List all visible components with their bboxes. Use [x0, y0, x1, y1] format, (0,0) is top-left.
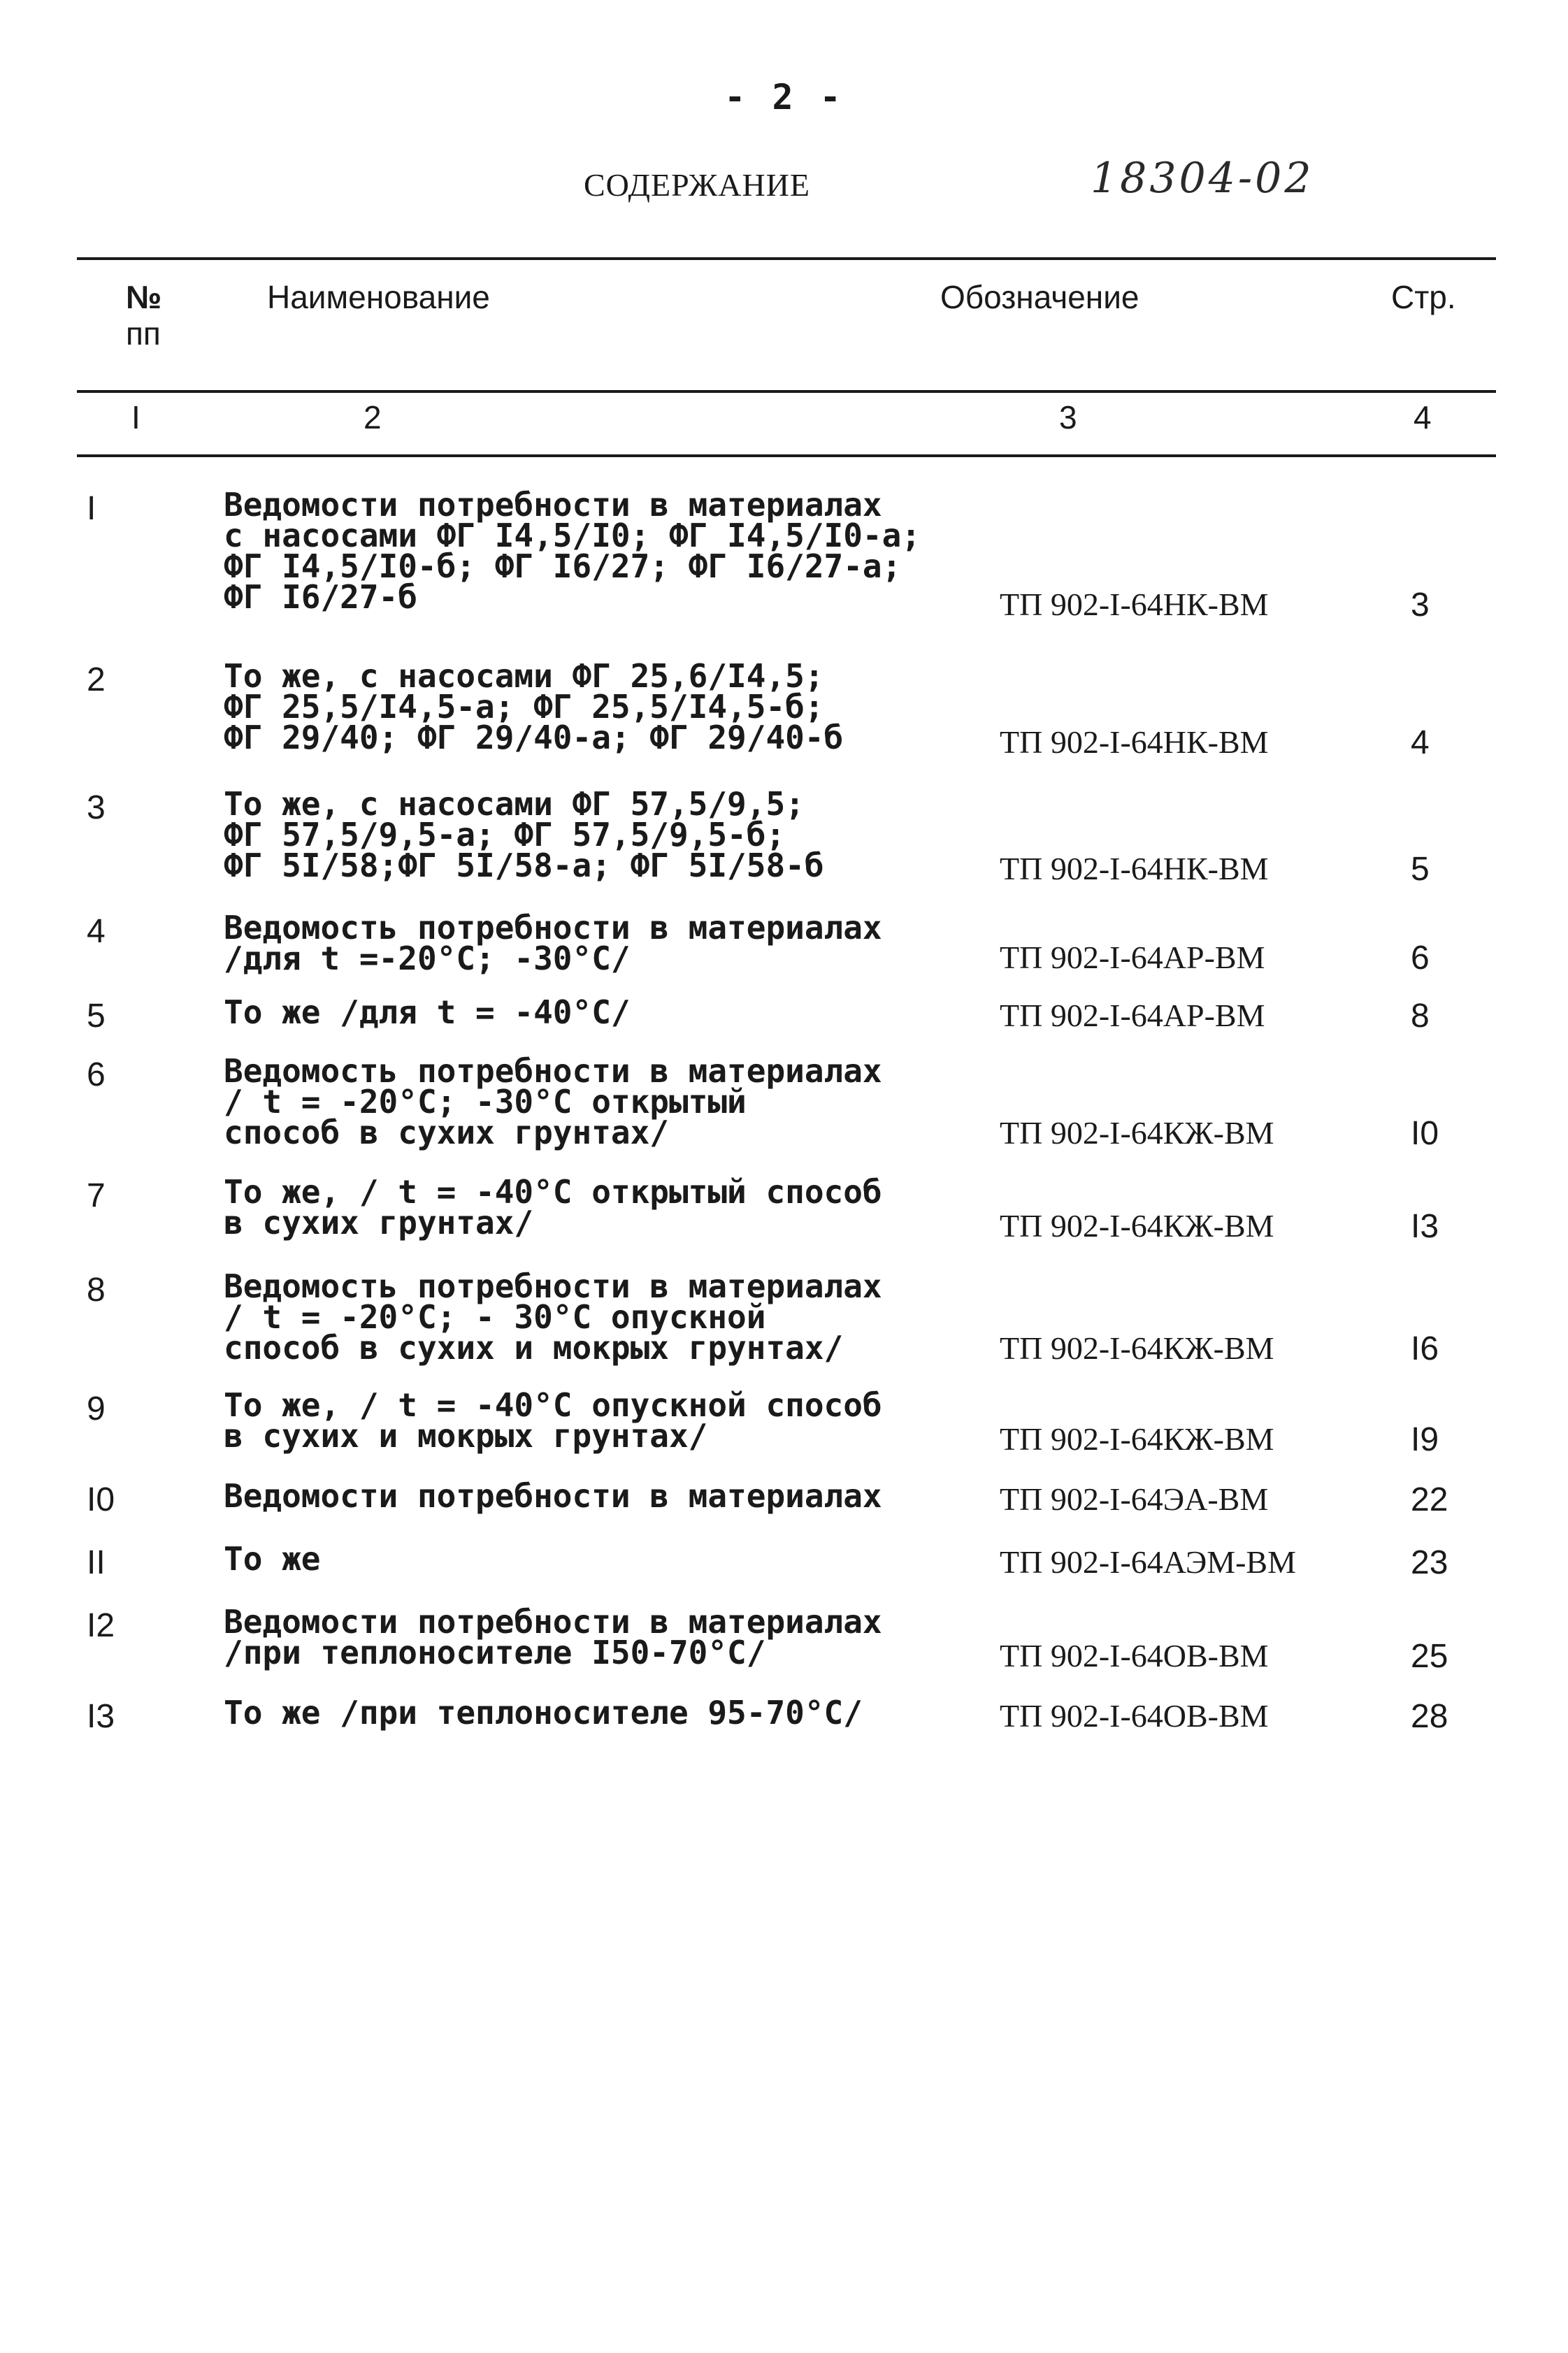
row-designation: ТП 902-I-64НК-ВМ [1000, 724, 1269, 760]
row-number: I0 [87, 1481, 115, 1518]
row-name: То же /при теплоносителе 95-70°С/ [224, 1694, 863, 1732]
row-designation: ТП 902-I-64КЖ-ВМ [1000, 1330, 1274, 1366]
row-designation: ТП 902-I-64НК-ВМ [1000, 851, 1269, 886]
header-top-rule [77, 257, 1496, 260]
row-name: Ведомость потребности в материалах / t = -20°С; - 30°С опускной способ в сухих и мокрых грунтах/ [224, 1267, 882, 1367]
handwritten-archive-number: 18304-02 [1091, 154, 1314, 203]
row-number: I [87, 490, 96, 527]
row-designation: ТП 902-I-64АР-ВМ [1000, 998, 1265, 1033]
row-designation: ТП 902-I-64НК-ВМ [1000, 587, 1269, 622]
row-number: 7 [87, 1177, 106, 1214]
row-designation: ТП 902-I-64АР-ВМ [1000, 940, 1265, 975]
header-name: Наименование [267, 279, 490, 315]
row-page: I9 [1411, 1421, 1439, 1458]
row-name: Ведомости потребности в материалах [224, 1477, 882, 1515]
row-page: 22 [1411, 1481, 1448, 1518]
row-designation: ТП 902-I-64ЭА-ВМ [1000, 1481, 1269, 1517]
row-page: 5 [1411, 851, 1430, 888]
document-title: СОДЕРЖАНИЕ [584, 167, 811, 203]
row-name: То же, / t = -40°С опускной способ в сухих и мокрых грунтах/ [224, 1386, 882, 1455]
row-page: I3 [1411, 1208, 1439, 1245]
row-name: Ведомости потребности в материалах с насосами ФГ I4,5/I0; ФГ I4,5/I0-а; ФГ I4,5/I0-б; ФГ I6/27; ФГ I6/27-а; ФГ I6/27-б [224, 486, 921, 616]
row-number: 5 [87, 998, 106, 1035]
row-name: То же /для t = -40°С/ [224, 993, 631, 1031]
row-number: I3 [87, 1698, 115, 1735]
row-designation: ТП 902-I-64КЖ-ВМ [1000, 1208, 1274, 1244]
row-number: 9 [87, 1390, 106, 1427]
row-page: 3 [1411, 587, 1430, 624]
column-number-2: 2 [364, 399, 382, 436]
row-page: 4 [1411, 724, 1430, 761]
row-number: I2 [87, 1607, 115, 1644]
row-page: 28 [1411, 1698, 1448, 1735]
row-page: 8 [1411, 998, 1430, 1035]
row-designation: ТП 902-I-64КЖ-ВМ [1000, 1421, 1274, 1457]
row-designation: ТП 902-I-64ОВ-ВМ [1000, 1698, 1269, 1734]
header-num: № [126, 279, 162, 315]
row-name: То же [224, 1540, 321, 1578]
row-number: 2 [87, 661, 106, 698]
row-name: То же, с насосами ФГ 25,6/I4,5; ФГ 25,5/I4,5-а; ФГ 25,5/I4,5-б; ФГ 29/40; ФГ 29/40-а; ФГ 29/40-б [224, 657, 844, 756]
row-name: Ведомость потребности в материалах /для t =-20°С; -30°С/ [224, 909, 882, 977]
row-name: То же, с насосами ФГ 57,5/9,5; ФГ 57,5/9,5-а; ФГ 57,5/9,5-б; ФГ 5I/58;ФГ 5I/58-а; ФГ 5I/58-б [224, 785, 824, 884]
column-number-1: I [131, 399, 141, 436]
column-number-4: 4 [1414, 399, 1432, 436]
page-number: - 2 - [724, 77, 844, 117]
header-designation: Обозначение [940, 279, 1139, 315]
row-number: 8 [87, 1272, 106, 1309]
row-name: Ведомости потребности в материалах /при теплоносителе I50-70°С/ [224, 1603, 882, 1671]
row-number: 4 [87, 913, 106, 950]
header-num-sub: пп [126, 315, 161, 352]
row-page: 25 [1411, 1638, 1448, 1675]
row-page: I6 [1411, 1330, 1439, 1367]
header-bottom-rule [77, 454, 1496, 457]
row-name: То же, / t = -40°С открытый способ в сухих грунтах/ [224, 1173, 882, 1242]
row-number: 6 [87, 1056, 106, 1093]
header-page: Стр. [1391, 279, 1456, 315]
row-designation: ТП 902-I-64ОВ-ВМ [1000, 1638, 1269, 1674]
row-number: II [87, 1544, 106, 1581]
header-middle-rule [77, 390, 1496, 393]
row-designation: ТП 902-I-64АЭМ-ВМ [1000, 1544, 1297, 1580]
row-page: 6 [1411, 940, 1430, 977]
row-page: 23 [1411, 1544, 1448, 1581]
column-number-3: 3 [1059, 399, 1077, 436]
row-name: Ведомость потребности в материалах / t = -20°С; -30°С открытый способ в сухих грунтах/ [224, 1052, 882, 1151]
row-page: I0 [1411, 1115, 1439, 1152]
row-number: 3 [87, 789, 106, 826]
row-designation: ТП 902-I-64КЖ-ВМ [1000, 1115, 1274, 1151]
